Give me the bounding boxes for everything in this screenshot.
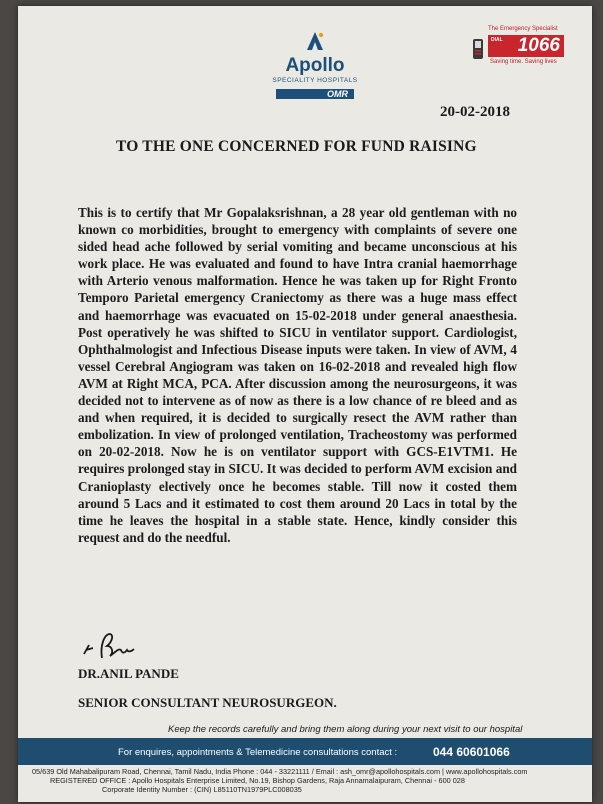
emergency-number-box [488,35,564,57]
logo-name: Apollo [285,55,345,76]
emergency-tagline: The Emergency Specialist [488,26,558,32]
letter-date: 20-02-2018 [440,104,510,120]
emergency-dial-label: DIAL [491,37,503,43]
emergency-badge [472,26,568,76]
signatory-title: SENIOR CONSULTANT NEUROSURGEON. [78,695,337,710]
logo-branch: OMR [276,89,354,99]
address-line: 05/639 Old Mahabalipuram Road, Chennai, Tamil Nadu, India Phone : 044 - 33221111 / Email : ash_omr@apollohospitals.com | www.apollohospitals.com [32,767,528,776]
apollo-emblem-icon [304,30,326,52]
contact-band [18,738,592,765]
apollo-logo [260,30,370,98]
letter-subject: TO THE ONE CONCERNED FOR FUND RAISING [116,138,477,155]
footer-address [32,767,582,794]
emergency-motto: Saving time. Saving lives [490,59,557,65]
letter-body: This is to certify that Mr Gopalaksrishnan, a 28 year old gentleman with no known co morbidities, brought to emergency with complaints of severe one sided head ache followed by serial vomiting and became unconscious at his work place. He was evaluated and found to have Intra cranial haemorrhage with Arterio venous malformation. Hence he was taken up for Right Fronto Temporo Parietal emergency Craniectomy as there was a huge mass effect and haemorrhage was evacuated on 15-02-2018 under general anaesthesia. Post operatively he was shifted to SICU in ventilator support. Cardiologist, Ophthalmologist and Infectious Disease inputs were taken. In view of AVM, 4 vessel Cerebral Angiogram was taken on 16-02-2018 and revealed high flow AVM at Right MCA, PCA. After discussion among the neurosurgeons, it was decided not to intervene as of now as there is a low chance of re bleed and as and when required, it is decided to surgically resect the AVM rather than embolization. In view of prolonged ventilation, Tracheostomy was performed on 20-02-2018. Now he is on ventilator support with GCS-E1VTM1. He requires prolonged stay in SICU. It was decided to perform AVM excision and Cranioplasty electively once he becomes stable. Till now it costed them around 5 Lacs and it estimated to cost them around 20 Lacs in total by the time he leaves the hospital in a stable state. Hence, kindly consider this request and do the needful. [78,205,517,545]
records-note: Keep the records carefully and bring them along during your next visit to our hospital [168,724,523,735]
corporate-id: Corporate Identity Number : (CIN) L85110TN1979PLC008035 [102,785,302,794]
enquiries-phone: 044 60601066 [433,745,510,759]
signature-mark [80,628,136,662]
emergency-number: 1066 [517,35,560,56]
registered-office: REGISTERED OFFICE : Apollo Hospitals Enterprise Limited, No.19, Bishop Gardens, Raja Annamalaipuram, Chennai - 600 028 [50,776,465,785]
phone-icon [472,38,484,60]
logo-subtitle: SPECIALITY HOSPITALS [272,77,358,84]
certificate-page [18,6,592,802]
enquiries-text: For enquires, appointments & Telemedicine consultations contact : [118,747,398,758]
signatory-name: DR.ANIL PANDE [78,666,179,681]
